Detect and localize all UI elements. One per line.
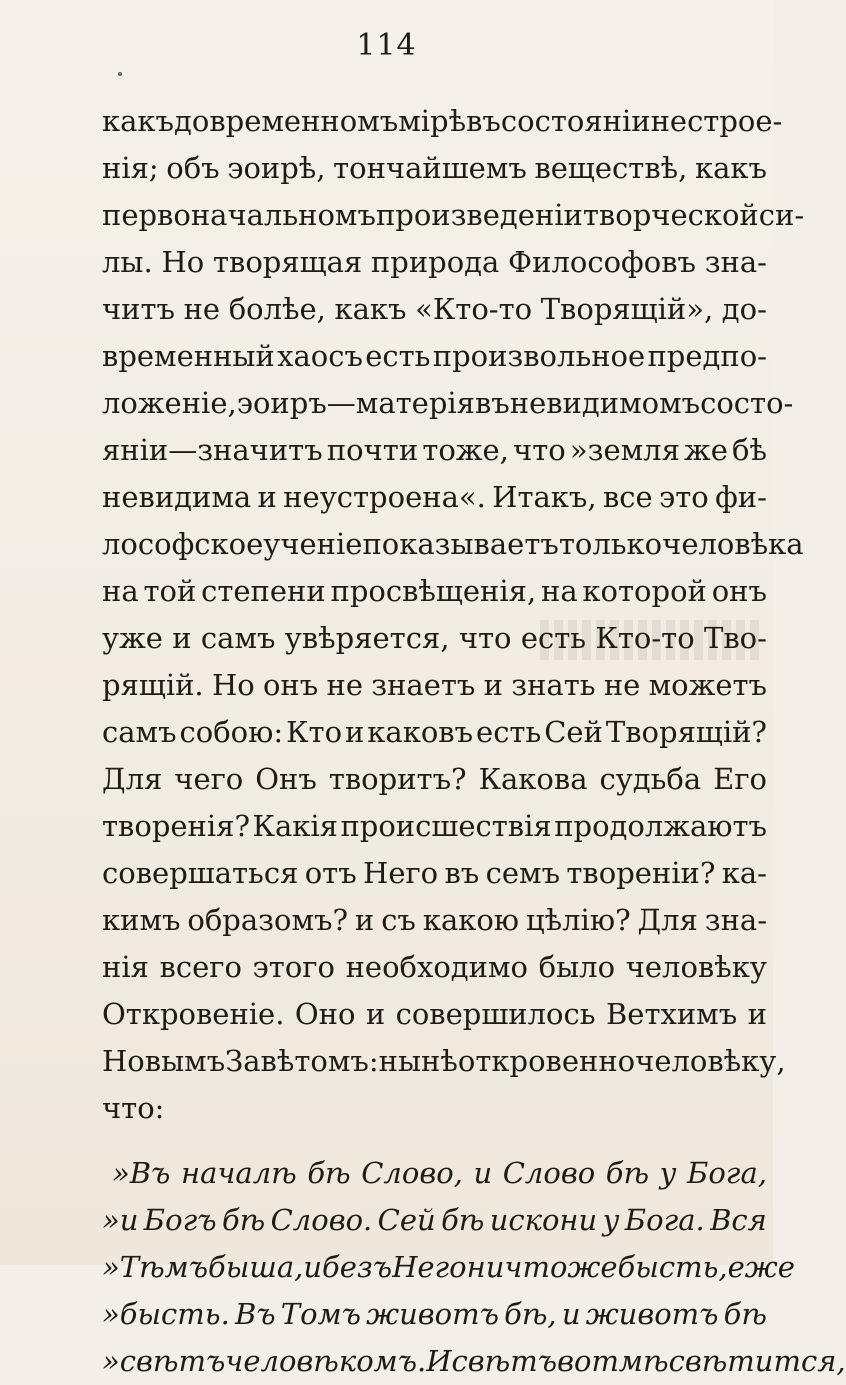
word: зна-	[704, 245, 767, 279]
word: »свѣтъ	[102, 1344, 226, 1378]
word: есть	[476, 715, 542, 749]
text-line	[102, 615, 767, 662]
word: веществѣ,	[534, 151, 688, 185]
word: человѣку	[625, 950, 767, 984]
word: произвольное	[432, 339, 646, 373]
word: Тво-	[703, 621, 767, 655]
word: тончайшемъ	[333, 151, 527, 185]
word: человѣкомъ.	[225, 1344, 427, 1378]
word: этого	[252, 950, 335, 984]
word: есть	[520, 621, 587, 655]
word: »земля	[569, 433, 680, 467]
text-line	[102, 709, 767, 756]
word: Слово,	[361, 1156, 463, 1190]
word: почти	[326, 433, 419, 467]
page-number: 114	[356, 28, 417, 63]
word: безъ	[322, 1250, 393, 1284]
word: Него	[392, 1250, 467, 1284]
text-line	[102, 803, 767, 850]
word: искони	[489, 1203, 598, 1237]
word: нія	[102, 950, 149, 984]
word: Итакъ,	[492, 480, 597, 514]
word: нынѣ	[378, 1044, 458, 1078]
word: предпо-	[647, 339, 767, 373]
word: Ветхимъ	[605, 997, 738, 1031]
word: ученіе	[263, 527, 363, 561]
word: на	[102, 574, 139, 608]
word: невидима	[102, 480, 252, 514]
word: можетъ	[648, 668, 767, 702]
word: Для	[637, 903, 698, 937]
text-line	[102, 1244, 795, 1291]
word: семъ	[485, 856, 561, 890]
word: и	[257, 480, 277, 514]
word: отъ	[304, 856, 357, 890]
word: во	[557, 1344, 592, 1378]
text-line	[102, 568, 767, 615]
word: тмѣ	[591, 1344, 669, 1378]
text-line	[102, 1150, 767, 1197]
word: бѣ	[307, 1156, 351, 1190]
word: Богъ	[143, 1203, 217, 1237]
word: необходимо	[345, 950, 529, 984]
word: и	[747, 997, 767, 1031]
word: природа	[370, 245, 500, 279]
text-line	[102, 991, 767, 1038]
word: было	[538, 950, 616, 984]
word: въ	[474, 386, 510, 420]
word: и	[354, 903, 375, 937]
word: судьба	[599, 762, 702, 796]
word: и	[561, 1297, 581, 1331]
word: бѣ	[605, 1156, 650, 1190]
word: что:	[102, 1091, 165, 1125]
word: которой	[582, 574, 707, 608]
text-line	[102, 192, 805, 239]
word: не	[603, 668, 641, 702]
word: у	[602, 1203, 620, 1237]
word: и	[303, 1250, 323, 1284]
word: болѣе,	[228, 292, 326, 326]
word: онъ	[711, 574, 767, 608]
word: Бога.	[624, 1203, 705, 1237]
word: лософское	[102, 527, 264, 561]
word: началѣ	[180, 1156, 297, 1190]
word: знать	[511, 668, 596, 702]
word: Слово	[502, 1156, 596, 1190]
word: бысть,	[617, 1250, 728, 1284]
word: животъ	[366, 1297, 499, 1331]
word: съ	[381, 903, 416, 937]
word: каковъ	[367, 715, 474, 749]
word: и	[473, 1156, 493, 1190]
word: какъ	[334, 292, 407, 326]
word: чего	[174, 762, 244, 796]
word: творящая	[212, 245, 363, 279]
word: есть	[365, 339, 431, 373]
word: »Тѣмъ	[102, 1250, 209, 1284]
word: лы.	[102, 245, 153, 279]
word: эоирѣ,	[227, 151, 326, 185]
word: невидимомъ	[509, 386, 701, 420]
word: въ	[444, 856, 480, 890]
word: человѣка	[662, 527, 804, 561]
text-line	[102, 897, 767, 944]
word: творитъ?	[328, 762, 467, 796]
word: той	[143, 574, 197, 608]
word: Оно	[294, 997, 356, 1031]
word: все	[602, 480, 653, 514]
word: самъ	[200, 621, 276, 655]
text-line	[102, 850, 767, 897]
word: человѣку,	[635, 1044, 786, 1078]
word: увѣряется,	[284, 621, 450, 655]
word: произведеніи	[375, 198, 583, 232]
word: Него	[363, 856, 439, 890]
word: Вся	[710, 1203, 767, 1237]
text-line	[102, 427, 767, 474]
word: свѣтъ	[451, 1344, 558, 1378]
word: Кто-то	[595, 621, 695, 655]
text-line	[102, 521, 804, 568]
word: Творящій»,	[540, 292, 714, 326]
word: что	[513, 433, 566, 467]
text-line	[102, 286, 767, 333]
word: читъ	[102, 292, 175, 326]
text-line	[102, 380, 794, 427]
word: какою	[422, 903, 520, 937]
word: Его	[713, 762, 767, 796]
word: эоиръ—матерія	[236, 386, 475, 420]
word: знаетъ	[371, 668, 476, 702]
word: просвѣщенія,	[330, 574, 537, 608]
word: »Въ	[112, 1156, 171, 1190]
word: фи-	[715, 480, 767, 514]
word: бѣ	[732, 433, 767, 467]
word: Новымъ	[102, 1044, 226, 1078]
word: цѣлію?	[525, 903, 631, 937]
word: и	[365, 997, 386, 1031]
word: откровенно	[457, 1044, 636, 1078]
word: образомъ?	[187, 903, 348, 937]
text-line	[102, 474, 767, 521]
word: Но	[161, 245, 205, 279]
word: нія;	[102, 151, 159, 185]
word: творческой	[582, 198, 759, 232]
word: Сей	[544, 715, 603, 749]
word: на	[540, 574, 578, 608]
word: что	[458, 621, 512, 655]
text-line	[102, 1338, 846, 1385]
word: кимъ	[102, 903, 181, 937]
word: твореніи?	[566, 856, 716, 890]
word: происшествія	[340, 809, 552, 843]
text-line	[102, 239, 767, 286]
text-line	[102, 98, 783, 145]
word: неустроена«.	[283, 480, 486, 514]
word: бѣ	[441, 1203, 485, 1237]
word: быша,	[208, 1250, 304, 1284]
word: Сей	[377, 1203, 436, 1237]
word: уже	[102, 621, 163, 655]
word: ничтоже	[466, 1250, 618, 1284]
text-line	[102, 1197, 767, 1244]
word: »и	[102, 1203, 139, 1237]
word: это	[659, 480, 709, 514]
ink-dot	[118, 72, 122, 76]
paragraph-gap	[102, 1132, 767, 1150]
word: Бога,	[687, 1156, 767, 1190]
word: Творящій?	[605, 715, 767, 749]
word: рящій.	[102, 668, 204, 702]
word: Томъ	[280, 1297, 361, 1331]
word: довременномъ	[174, 104, 399, 138]
word: и	[483, 668, 503, 702]
text-line	[102, 662, 767, 709]
word: самъ	[102, 715, 177, 749]
word: си-	[758, 198, 805, 232]
word: нестрое-	[650, 104, 783, 138]
word: ка-	[721, 856, 767, 890]
word: продолжаютъ	[554, 809, 767, 843]
word: первоначальномъ	[102, 198, 376, 232]
word: бѣ,	[504, 1297, 557, 1331]
word: какъ	[102, 104, 174, 138]
word: Откровеніе.	[102, 997, 285, 1031]
word: объ	[166, 151, 220, 185]
word: же	[684, 433, 728, 467]
word: въ	[466, 104, 501, 138]
word: И	[426, 1344, 452, 1378]
word: всего	[159, 950, 242, 984]
text-line	[102, 756, 767, 803]
word: зна-	[704, 903, 767, 937]
word: тоже,	[422, 433, 509, 467]
word: »бысть.	[102, 1297, 230, 1331]
word: животъ	[585, 1297, 719, 1331]
word: показываетъ	[362, 527, 559, 561]
word: не	[183, 292, 221, 326]
word: Какія	[252, 809, 338, 843]
text-line	[102, 1291, 767, 1338]
word: свѣтится,	[668, 1344, 846, 1378]
text-line	[102, 145, 767, 192]
word: Для	[102, 762, 163, 796]
text-line	[102, 333, 767, 380]
word: совершилось	[395, 997, 596, 1031]
text-line	[102, 1038, 786, 1085]
word: мірѣ	[398, 104, 467, 138]
word: Кто	[286, 715, 343, 749]
word: яніи—значитъ	[102, 433, 323, 467]
word: временный	[102, 339, 275, 373]
word: состо-	[700, 386, 794, 420]
word: и	[172, 621, 192, 655]
word: степени	[201, 574, 326, 608]
word: собою:	[179, 715, 284, 749]
word: у	[659, 1156, 677, 1190]
word: совершаться	[102, 856, 299, 890]
word: еже	[727, 1250, 795, 1284]
word: какъ	[694, 151, 767, 185]
word: Какова	[478, 762, 588, 796]
word: Слово.	[270, 1203, 373, 1237]
word: Философовъ	[508, 245, 696, 279]
text-line	[102, 944, 767, 991]
word: онъ	[262, 668, 319, 702]
word: Завѣтомъ:	[225, 1044, 379, 1078]
word: хаосъ	[277, 339, 363, 373]
word: творенія?	[102, 809, 251, 843]
word: до-	[721, 292, 767, 326]
body-text	[102, 98, 846, 1385]
word: состояніи	[500, 104, 651, 138]
word: не	[326, 668, 363, 702]
word: Въ	[234, 1297, 276, 1331]
word: только	[558, 527, 663, 561]
text-line	[102, 1085, 767, 1132]
word: «Кто-то	[415, 292, 533, 326]
word: ложеніе,	[102, 386, 237, 420]
word: Но	[211, 668, 255, 702]
word: бѣ	[723, 1297, 767, 1331]
word: бѣ	[221, 1203, 266, 1237]
word: и	[345, 715, 365, 749]
word: Онъ	[255, 762, 317, 796]
